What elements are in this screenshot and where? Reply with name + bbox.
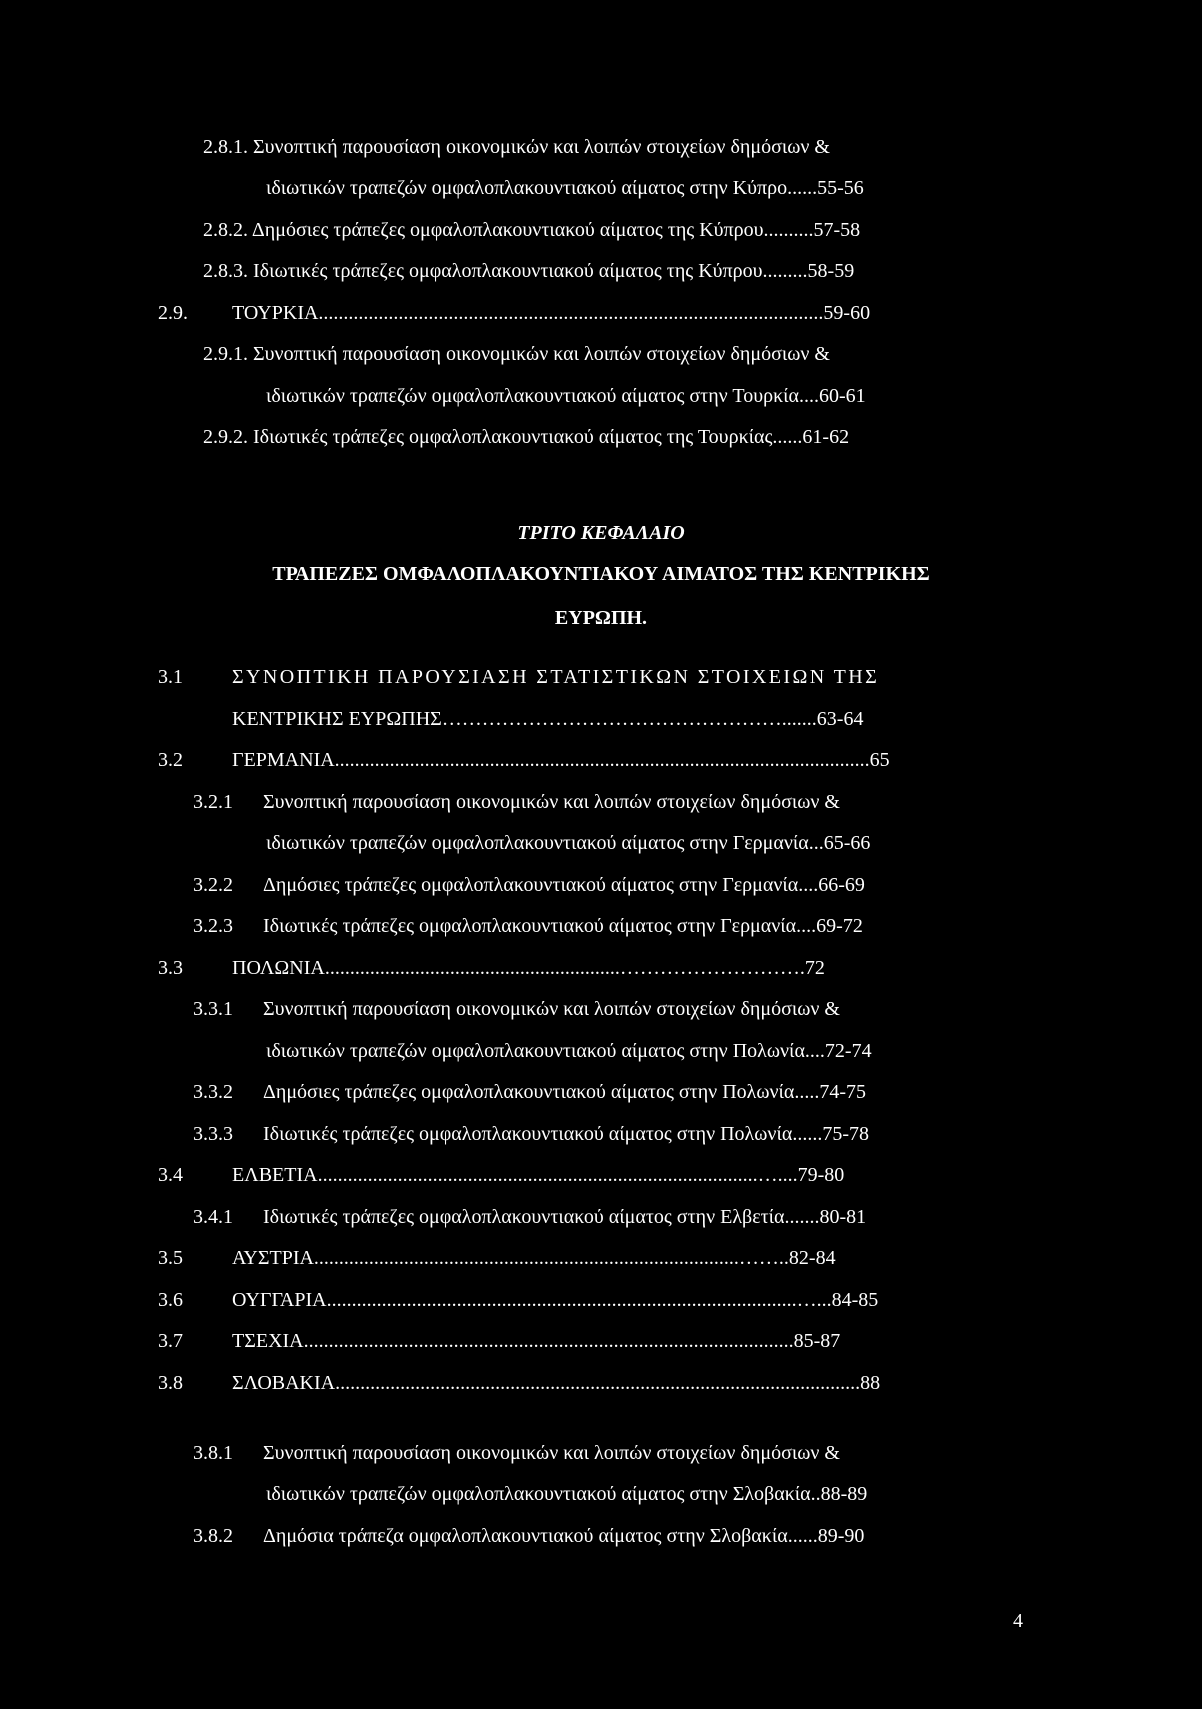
toc-entry-number: 3.3.3 bbox=[193, 1123, 233, 1145]
toc-entry bbox=[203, 134, 830, 160]
toc-entry-text: ιδιωτικών τραπεζών ομφαλοπλακουντιακού αίματος στην Γερμανία...65-66 bbox=[266, 832, 871, 854]
toc-entry-number: 2.8.3. bbox=[203, 260, 248, 282]
toc-entry-number: 3.2.1 bbox=[193, 791, 233, 813]
toc-entry-text: ιδιωτικών τραπεζών ομφαλοπλακουντιακού αίματος στην Πολωνία....72-74 bbox=[266, 1040, 872, 1062]
toc-entry-number: 3.3 bbox=[158, 957, 183, 979]
toc-entry-text: Συνοπτική παρουσίαση οικονομικών και λοιπών στοιχείων δημόσιων & bbox=[253, 343, 830, 365]
toc-entry-number: 3.8.1 bbox=[193, 1442, 233, 1464]
toc-entry-text: Συνοπτική παρουσίαση οικονομικών και λοιπών στοιχείων δημόσιων & bbox=[253, 136, 830, 158]
chapter-label: ΤΡΙΤΟ ΚΕΦΑΛΑΙΟ bbox=[517, 522, 685, 544]
toc-entry-number: 3.3.2 bbox=[193, 1081, 233, 1103]
toc-entry bbox=[203, 424, 849, 450]
toc-entry-number: 3.8 bbox=[158, 1372, 183, 1394]
toc-entry bbox=[158, 1328, 840, 1354]
toc-entry bbox=[193, 1523, 864, 1549]
toc-entry-continuation bbox=[266, 1481, 867, 1507]
toc-entry-number: 3.2.3 bbox=[193, 915, 233, 937]
toc-entry-text: Δημόσιες τράπεζες ομφαλοπλακουντιακού αίματος στην Πολωνία.....74-75 bbox=[263, 1081, 867, 1103]
toc-entry bbox=[158, 1287, 878, 1313]
toc-entry-text: Συνοπτική παρουσίαση οικονομικών και λοιπών στοιχείων δημόσιων & bbox=[263, 998, 840, 1020]
toc-entry bbox=[203, 217, 860, 243]
toc-entry-text: ιδιωτικών τραπεζών ομφαλοπλακουντιακού αίματος στην Σλοβακία..88-89 bbox=[266, 1483, 868, 1505]
toc-entry-number: 3.7 bbox=[158, 1330, 183, 1352]
toc-entry-text: Δημόσια τράπεζα ομφαλοπλακουντιακού αίματος στην Σλοβακία......89-90 bbox=[263, 1525, 865, 1547]
toc-entry-number: 3.2.2 bbox=[193, 874, 233, 896]
toc-entry-text: ΤΟΥΡΚΙΑ.....................................................................................................59-60 bbox=[232, 302, 871, 324]
toc-entry-continuation bbox=[266, 830, 870, 856]
toc-entry-text: ΣΛΟΒΑΚΙΑ.........................................................................................................88 bbox=[232, 1372, 881, 1394]
toc-entry-text: Ιδιωτικές τράπεζες ομφαλοπλακουντιακού αίματος της Τουρκίας......61-62 bbox=[253, 426, 850, 448]
toc-entry-number: 3.8.2 bbox=[193, 1525, 233, 1547]
toc-entry bbox=[203, 258, 854, 284]
toc-entry-number: 2.9.2. bbox=[203, 426, 248, 448]
toc-entry bbox=[193, 1204, 866, 1230]
chapter-title-line2: ΕΥΡΩΠΗ. bbox=[554, 607, 648, 629]
toc-entry-text: ΤΣΕΧΙΑ..................................................................................................85-87 bbox=[232, 1330, 841, 1352]
toc-entry-continuation bbox=[266, 175, 864, 201]
toc-entry-number: 2.8.2. bbox=[203, 219, 248, 241]
toc-entry-text: Ιδιωτικές τράπεζες ομφαλοπλακουντιακού αίματος στην Πολωνία......75-78 bbox=[263, 1123, 869, 1145]
toc-entry-text: ιδιωτικών τραπεζών ομφαλοπλακουντιακού αίματος στην Τουρκία....60-61 bbox=[266, 385, 866, 407]
toc-entry-number: 3.1 bbox=[158, 666, 183, 688]
toc-entry bbox=[193, 1079, 866, 1105]
toc-entry-text: Ιδιωτικές τράπεζες ομφαλοπλακουντιακού αίματος της Κύπρου.........58-59 bbox=[253, 260, 855, 282]
toc-entry bbox=[158, 1370, 880, 1396]
chapter-title-line1: ΤΡΑΠΕΖΕΣ ΟΜΦΑΛΟΠΛΑΚΟΥΝΤΙΑΚΟΥ ΑΙΜΑΤΟΣ ΤΗΣ ΚΕΝΤΡΙΚΗΣ bbox=[272, 563, 930, 585]
toc-entry-text: ΚΕΝΤΡΙΚΗΣ ΕΥΡΩΠΗΣ…………………………………………….......63-64 bbox=[232, 708, 864, 730]
toc-entry bbox=[203, 341, 830, 367]
toc-entry bbox=[158, 300, 870, 326]
toc-entry-text: Ιδιωτικές τράπεζες ομφαλοπλακουντιακού αίματος στην Ελβετία.......80-81 bbox=[263, 1206, 867, 1228]
toc-entry-text: Δημόσιες τράπεζες ομφαλοπλακουντιακού αίματος στην Γερμανία....66-69 bbox=[263, 874, 865, 896]
toc-entry-text: ιδιωτικών τραπεζών ομφαλοπλακουντιακού αίματος στην Κύπρο......55-56 bbox=[266, 177, 864, 199]
toc-entry-number: 2.9.1. bbox=[203, 343, 248, 365]
toc-entry-number: 3.4 bbox=[158, 1164, 183, 1186]
toc-entry-text: ΓΕΡΜΑΝΙΑ...........................................................................................................65 bbox=[232, 749, 890, 771]
toc-entry-number: 2.8.1. bbox=[203, 136, 248, 158]
toc-entry-number: 3.4.1 bbox=[193, 1206, 233, 1228]
toc-entry-text: Δημόσιες τράπεζες ομφαλοπλακουντιακού αίματος της Κύπρου..........57-58 bbox=[251, 219, 861, 241]
toc-entry-text: ΠΟΛΩΝΙΑ...........................................................……………………….72 bbox=[232, 957, 825, 979]
toc-entry-text: Ιδιωτικές τράπεζες ομφαλοπλακουντιακού αίματος στην Γερμανία....69-72 bbox=[263, 915, 863, 937]
toc-entry bbox=[158, 1245, 836, 1271]
toc-entry bbox=[193, 1440, 840, 1466]
toc-entry bbox=[158, 955, 825, 981]
toc-entry-number: 3.2 bbox=[158, 749, 183, 771]
toc-entry-text: Συνοπτική παρουσίαση οικονομικών και λοιπών στοιχείων δημόσιων & bbox=[263, 1442, 840, 1464]
toc-entry bbox=[193, 913, 863, 939]
toc-entry-continuation bbox=[232, 706, 863, 732]
toc-entry-number: 3.5 bbox=[158, 1247, 183, 1269]
toc-entry-text: Συνοπτική παρουσίαση οικονομικών και λοιπών στοιχείων δημόσιων & bbox=[263, 791, 840, 813]
page-number: 4 bbox=[1013, 1610, 1023, 1632]
toc-entry-text: ΣΥΝΟΠΤΙΚΗ ΠΑΡΟΥΣΙΑΣΗ ΣΤΑΤΙΣΤΙΚΩΝ ΣΤΟΙΧΕΙΩΝ ΤΗΣ bbox=[232, 666, 880, 688]
toc-entry bbox=[158, 664, 879, 690]
toc-entry bbox=[193, 872, 865, 898]
toc-entry-continuation bbox=[266, 383, 866, 409]
toc-entry bbox=[193, 996, 840, 1022]
toc-entry-text: ΑΥΣΤΡΙΑ.....................................................................................……..82-84 bbox=[232, 1247, 836, 1269]
toc-entry bbox=[193, 1121, 869, 1147]
toc-entry bbox=[158, 1162, 844, 1188]
toc-entry-text: ΕΛΒΕΤΙΑ........................................................................................…....79-80 bbox=[232, 1164, 845, 1186]
toc-entry-text: ΟΥΓΓΑΡΙΑ..............................................................................................…...84-85 bbox=[232, 1289, 879, 1311]
toc-entry bbox=[158, 747, 890, 773]
toc-entry bbox=[193, 789, 840, 815]
toc-entry-number: 3.3.1 bbox=[193, 998, 233, 1020]
toc-entry-continuation bbox=[266, 1038, 872, 1064]
toc-entry-number: 3.6 bbox=[158, 1289, 183, 1311]
toc-entry-number: 2.9. bbox=[158, 302, 188, 324]
